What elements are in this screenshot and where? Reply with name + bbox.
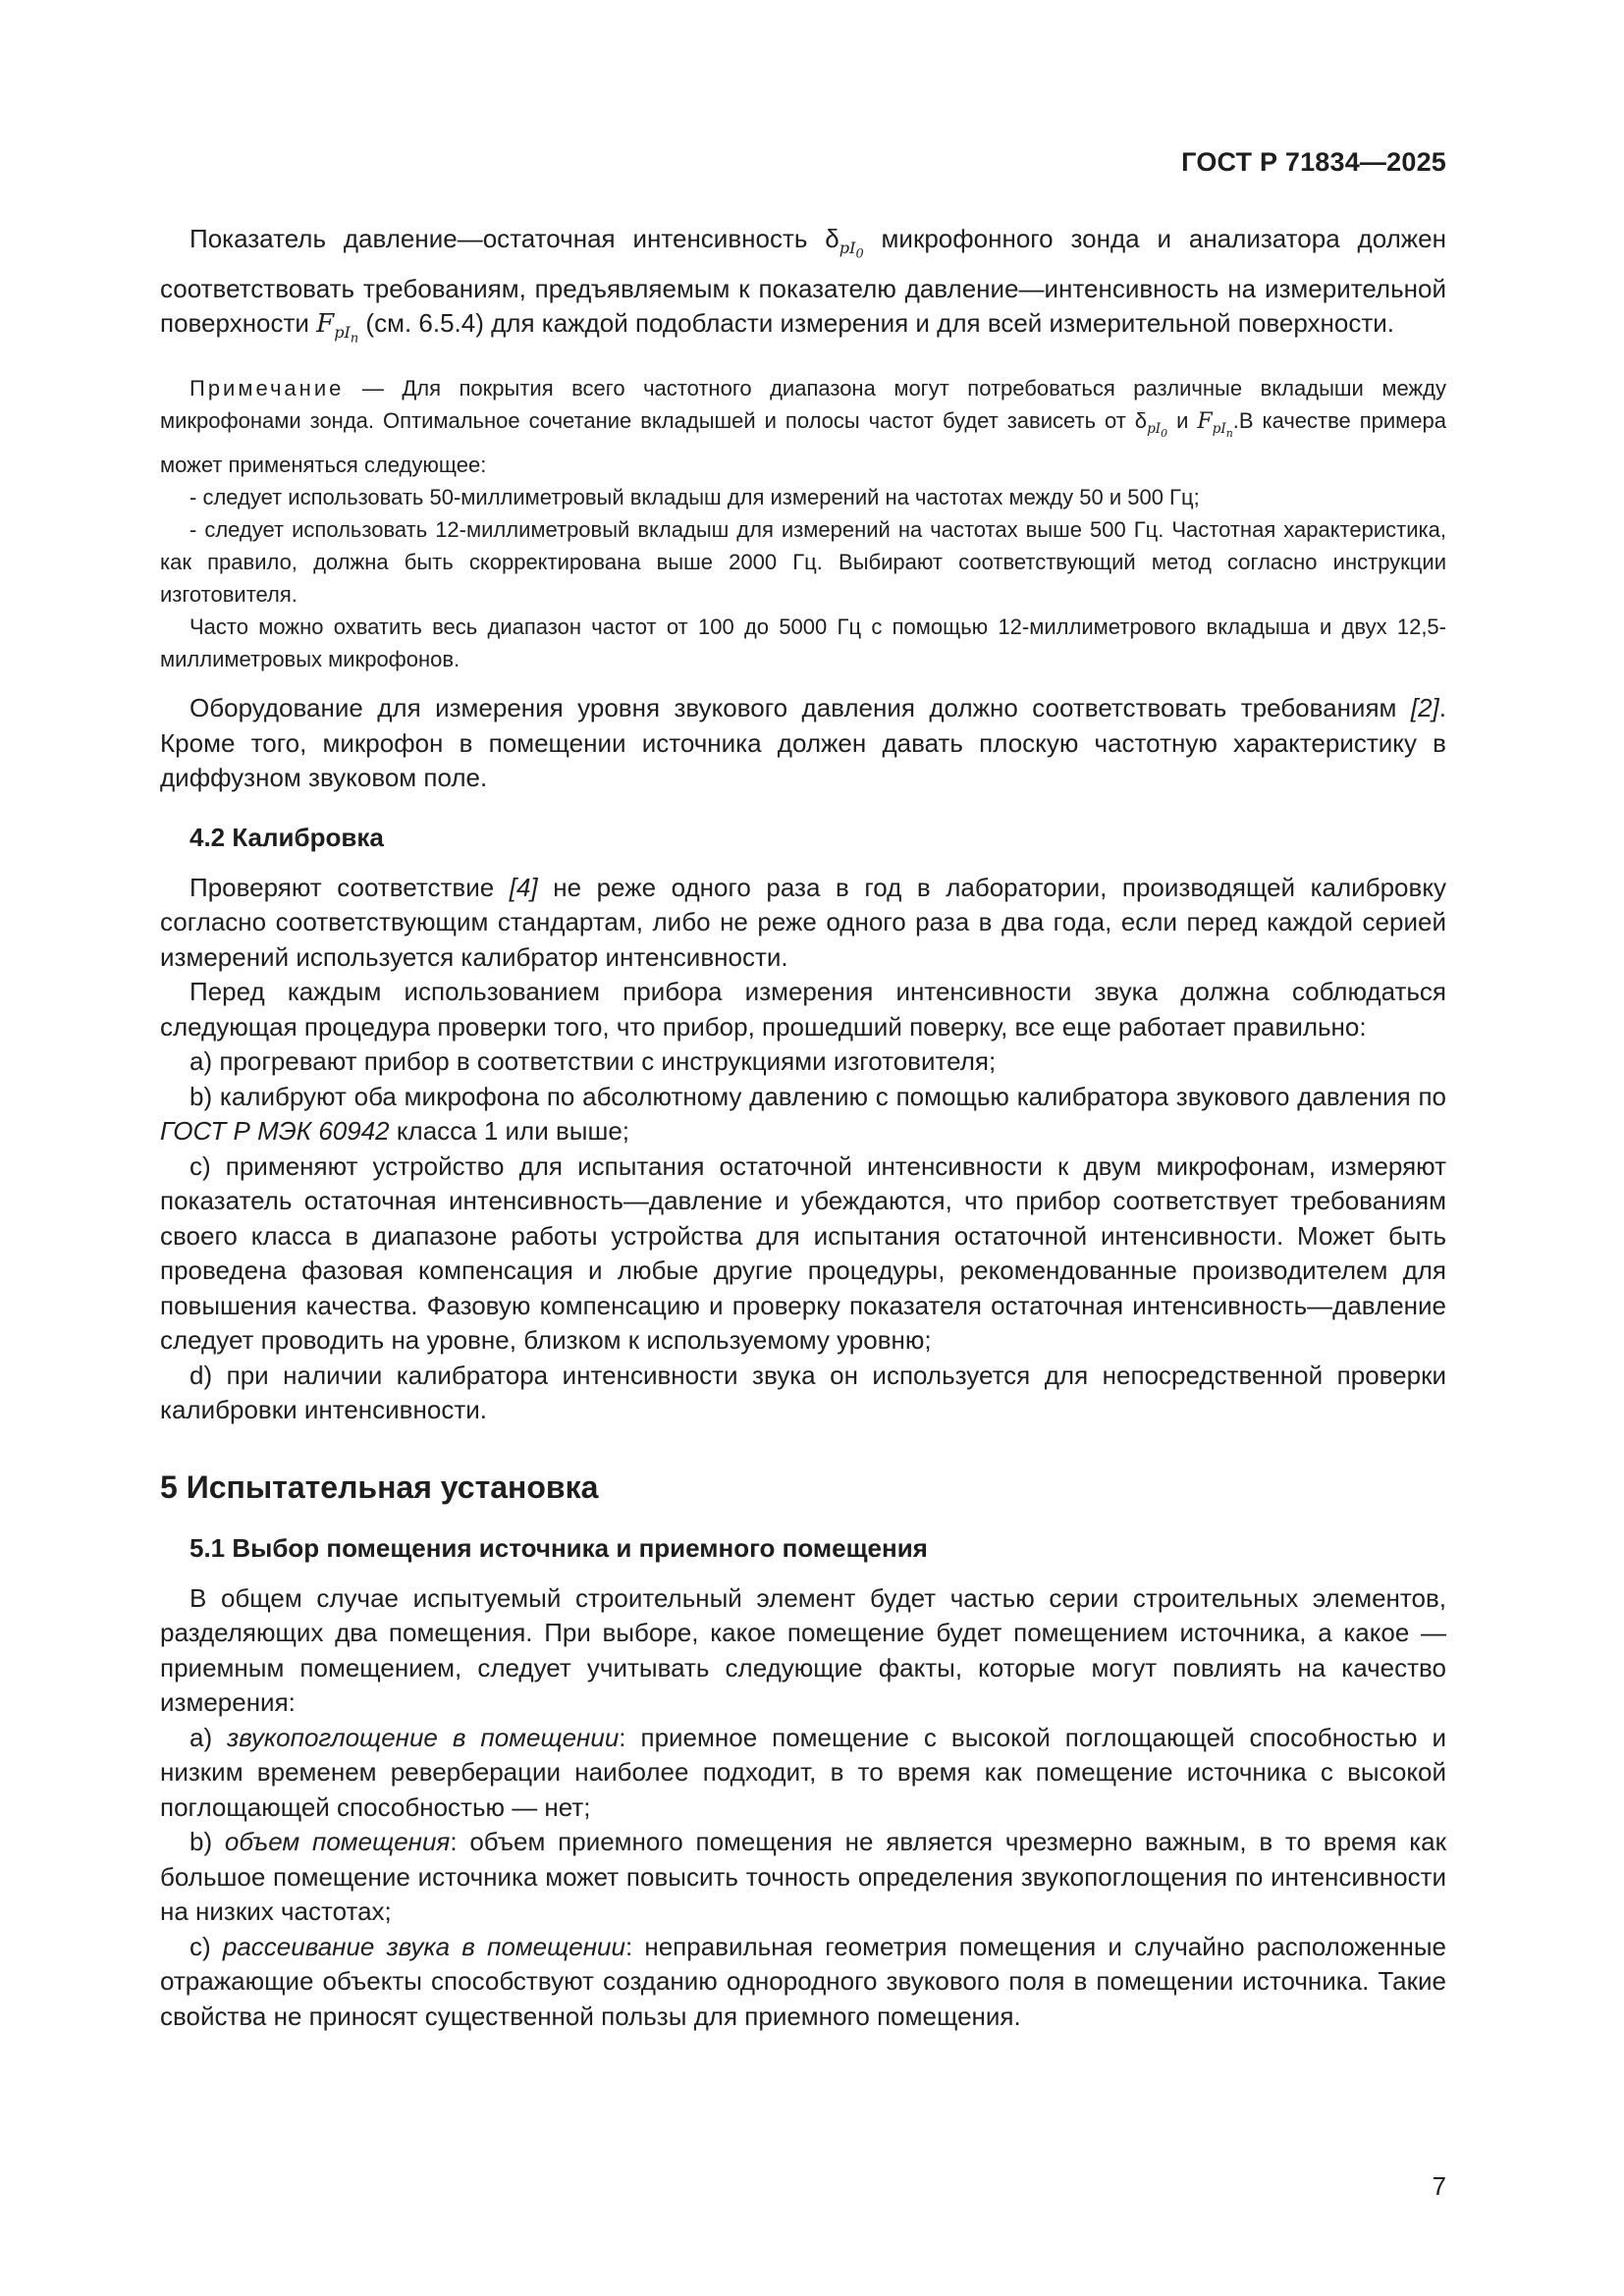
page-number: 7 bbox=[1432, 2171, 1446, 2201]
paragraph-calibration-check: Проверяют соответствие [4] не реже одного раза в год в лаборатории, производящей калибровку согласно соответствующим стандартам, либо не реже одного раза в два года, если перед каждой серией измерений используется калибратор интенсивности. bbox=[160, 872, 1446, 972]
term: рассеивание звука в помещении bbox=[222, 1931, 625, 1961]
note-list-item: - следует использовать 12-миллиметровый вкладыш для измерений на частотах выше 500 Гц. Частотная характеристика, как правило, должна быть скорректирована выше 2000 Гц. Выбирают соответствующий метод согласно инструкции изготовителя. bbox=[160, 517, 1446, 608]
list-item-b: b) объем помещения: объем приемного помещения не является чрезмерно важным, в то время как большое помещение источника может повысить точность определения звукопоглощения по интенсивности на низких частотах; bbox=[160, 1827, 1447, 1927]
list-item-c: c) рассеивание звука в помещении: неправильная геометрия помещения и случайно расположенные отражающие объекты способствуют созданию однородного звукового поля в помещении источника. Такие свойства не приносят существенной пользы для приемного помещения. bbox=[160, 1931, 1447, 2031]
paragraph-room-selection: В общем случае испытуемый строительный элемент будет частью серии строительных элементов, разделяющих два помещения. При выборе, какое помещение будет помещением источника, а какое — приемным помещением, следует учитывать следующие факты, которые могут повлиять на качество измерения: bbox=[160, 1582, 1446, 1718]
section-heading-5-1: 5.1 Выбор помещения источника и приемного помещения bbox=[189, 1532, 928, 1563]
chapter-heading-5: 5 Испытательная установка bbox=[160, 1468, 599, 1505]
list-item-c: c) применяют устройство для испытания остаточной интенсивности к двум микрофонам, измеряют показатель остаточная интенсивность—давление и убеждаются, что прибор соответствует требованиям своего класса в диапазоне работы устройства для испытания остаточной интенсивности. Может быть проведена фазовая компенсация и любые другие процедуры, рекомендованные производителем для повышения качества. Фазовую компенсацию и проверку показателя остаточная интенсивность—давление следует проводить на уровне, близком к используемому уровню; bbox=[160, 1150, 1446, 1356]
note-paragraph: Примечание — Для покрытия всего частотного диапазона могут потребоваться различные вкладыши между микрофонами зонда. Оптимальное сочетание вкладышей и полосы частот будет зависеть от $\delta_{pI_0}$ и $F_{pI_n}.В$ качестве примера может применяться следующее: bbox=[160, 375, 1447, 478]
list-item-d: d) при наличии калибратора интенсивности звука он используется для непосредственной проверки калибровки интенсивности. bbox=[160, 1360, 1446, 1425]
reference-link: [2] bbox=[1410, 693, 1439, 723]
paragraph-spl-equipment: Оборудование для измерения уровня звукового давления должно соответствовать требованиям [2]. Кроме того, микрофон в помещении источника должен давать плоскую частотную характеристику в диффузном звуковом поле. bbox=[160, 693, 1446, 793]
paragraph-pressure-residual-index: Показатель давление—остаточная интенсивность $\delta_{pI_0}$ микрофонного зонда и анализатора должен соответствовать требованиям, предъявляемым к показателю давление—интенсивность на измерительной поверхности $F_{pI_n}$ (см. 6.5.4) для каждой подобласти измерения и для всей измерительной поверхности. bbox=[160, 224, 1446, 347]
note-block bbox=[160, 372, 1446, 676]
list-item-a: a) звукопоглощение в помещении: приемное помещение с высокой поглощающей способностью и низким временем реверберации наиболее подходит, в то время как помещение источника с высокой поглощающей способностью — нет; bbox=[160, 1722, 1447, 1822]
note-list-item: - следует использовать 50-миллиметровый вкладыш для измерений на частотах между 50 и 500 Гц; bbox=[189, 485, 1200, 510]
paragraph-procedure-intro: Перед каждым использованием прибора измерения интенсивности звука должна соблюдаться следующая процедура проверки того, что прибор, прошедший поверку, все еще работает правильно: bbox=[160, 977, 1446, 1041]
reference-link: [4] bbox=[509, 872, 538, 902]
document-code: ГОСТ Р 71834—2025 bbox=[1181, 147, 1446, 177]
list-item-a: a) прогревают прибор в соответствии с инструкциями изготовителя; bbox=[189, 1046, 997, 1077]
note-label: Примечание bbox=[189, 375, 345, 400]
standard-reference: ГОСТ Р МЭК 60942 bbox=[160, 1116, 390, 1147]
section-heading-4-2: 4.2 Калибровка bbox=[189, 822, 384, 852]
term: объем помещения bbox=[224, 1827, 451, 1857]
note-extra: Часто можно охватить весь диапазон частот от 100 до 5000 Гц с помощью 12-миллиметрового вкладыша и двух 12,5-миллиметровых микрофонов. bbox=[160, 614, 1446, 672]
list-item-b: b) калибруют оба микрофона по абсолютному давлению с помощью калибратора звукового давления по ГОСТ Р МЭК 60942 класса 1 или выше; bbox=[160, 1081, 1446, 1147]
term: звукопоглощение в помещении bbox=[227, 1722, 620, 1752]
document-body bbox=[160, 222, 1446, 2034]
